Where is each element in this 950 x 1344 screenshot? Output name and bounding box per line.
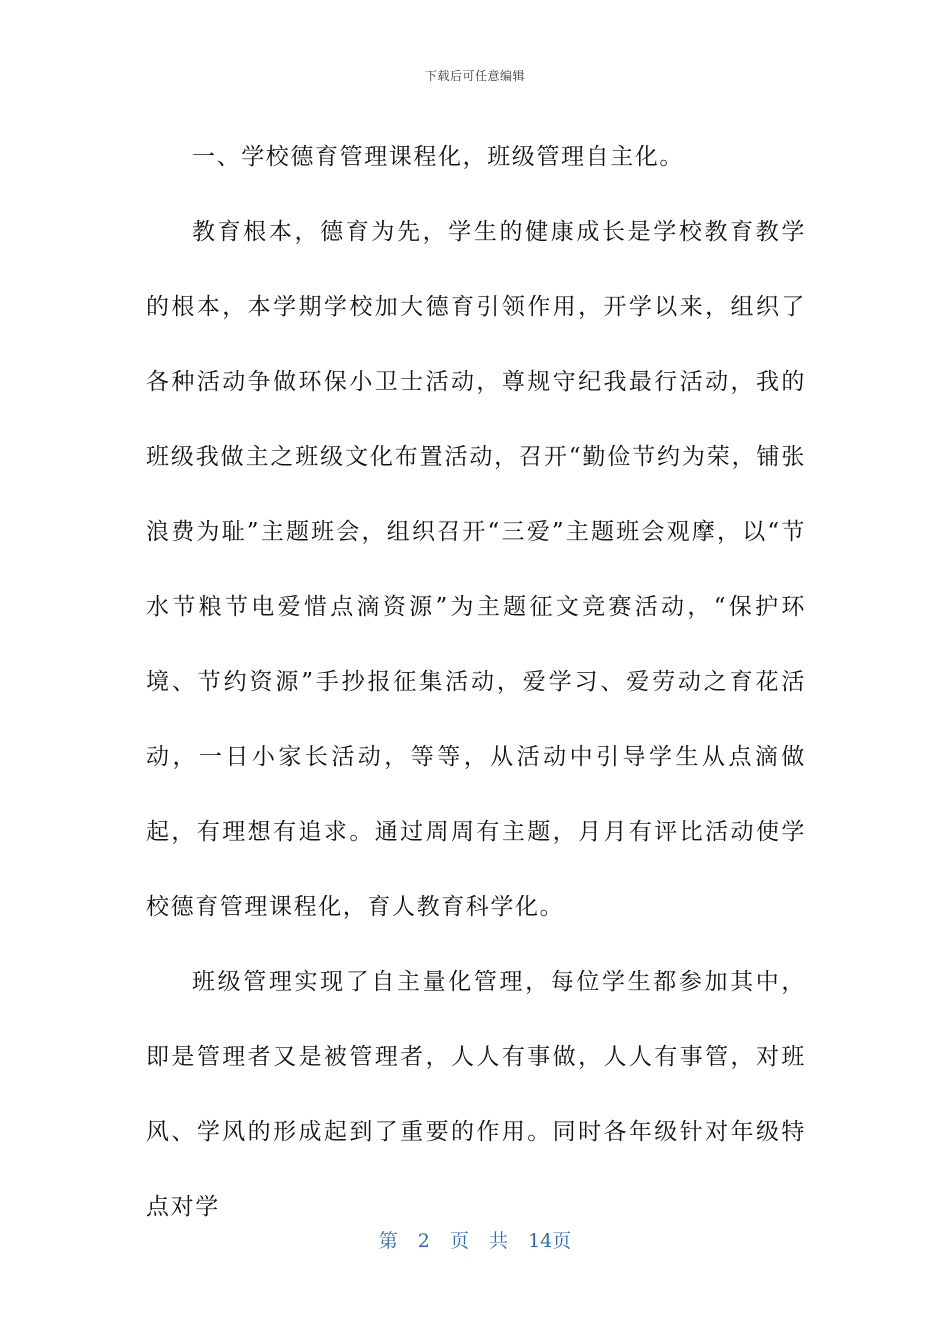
footer-page-number: 2 [417,1230,430,1252]
document-body [146,120,806,1245]
page-footer [0,1226,950,1253]
paragraph-moral-education: 教育根本，德育为先，学生的健康成长是学校教育教学的根本，本学期学校加大德育引领作用，开学以来，组织了各种活动争做环保小卫士活动，尊规守纪我最行活动，我的班级我做主之班级文化布置活动，召开“勤俭节约为荣，铺张浪费为耻”主题班会，组织召开“三爱”主题班会观摩，以“节水节粮节电爱惜点滴资源”为主题征文竞赛活动，“保护环境、节约资源”手抄报征集活动，爱学习、爱劳动之育花活动，一日小家长活动，等等，从活动中引导学生从点滴做起，有理想有追求。通过周周有主题，月月有评比活动使学校德育管理课程化，育人教育科学化。 [146,219,806,920]
footer-gong: 共 [489,1230,509,1252]
paragraph-class-management: 班级管理实现了自主量化管理，每位学生都参加其中，即是管理者又是被管理者，人人有事做，人人有事管，对班风、学风的形成起到了重要的作用。同时各年级针对年级特点对学 [146,969,806,1220]
page-header: 下载后可任意编辑 [424,69,525,83]
footer-ye: 页 [449,1230,469,1252]
footer-di: 第 [378,1230,398,1252]
footer-total-pages: 14页 [528,1230,572,1252]
paragraph-heading: 一、学校德育管理课程化，班级管理自主化。 [192,144,684,170]
